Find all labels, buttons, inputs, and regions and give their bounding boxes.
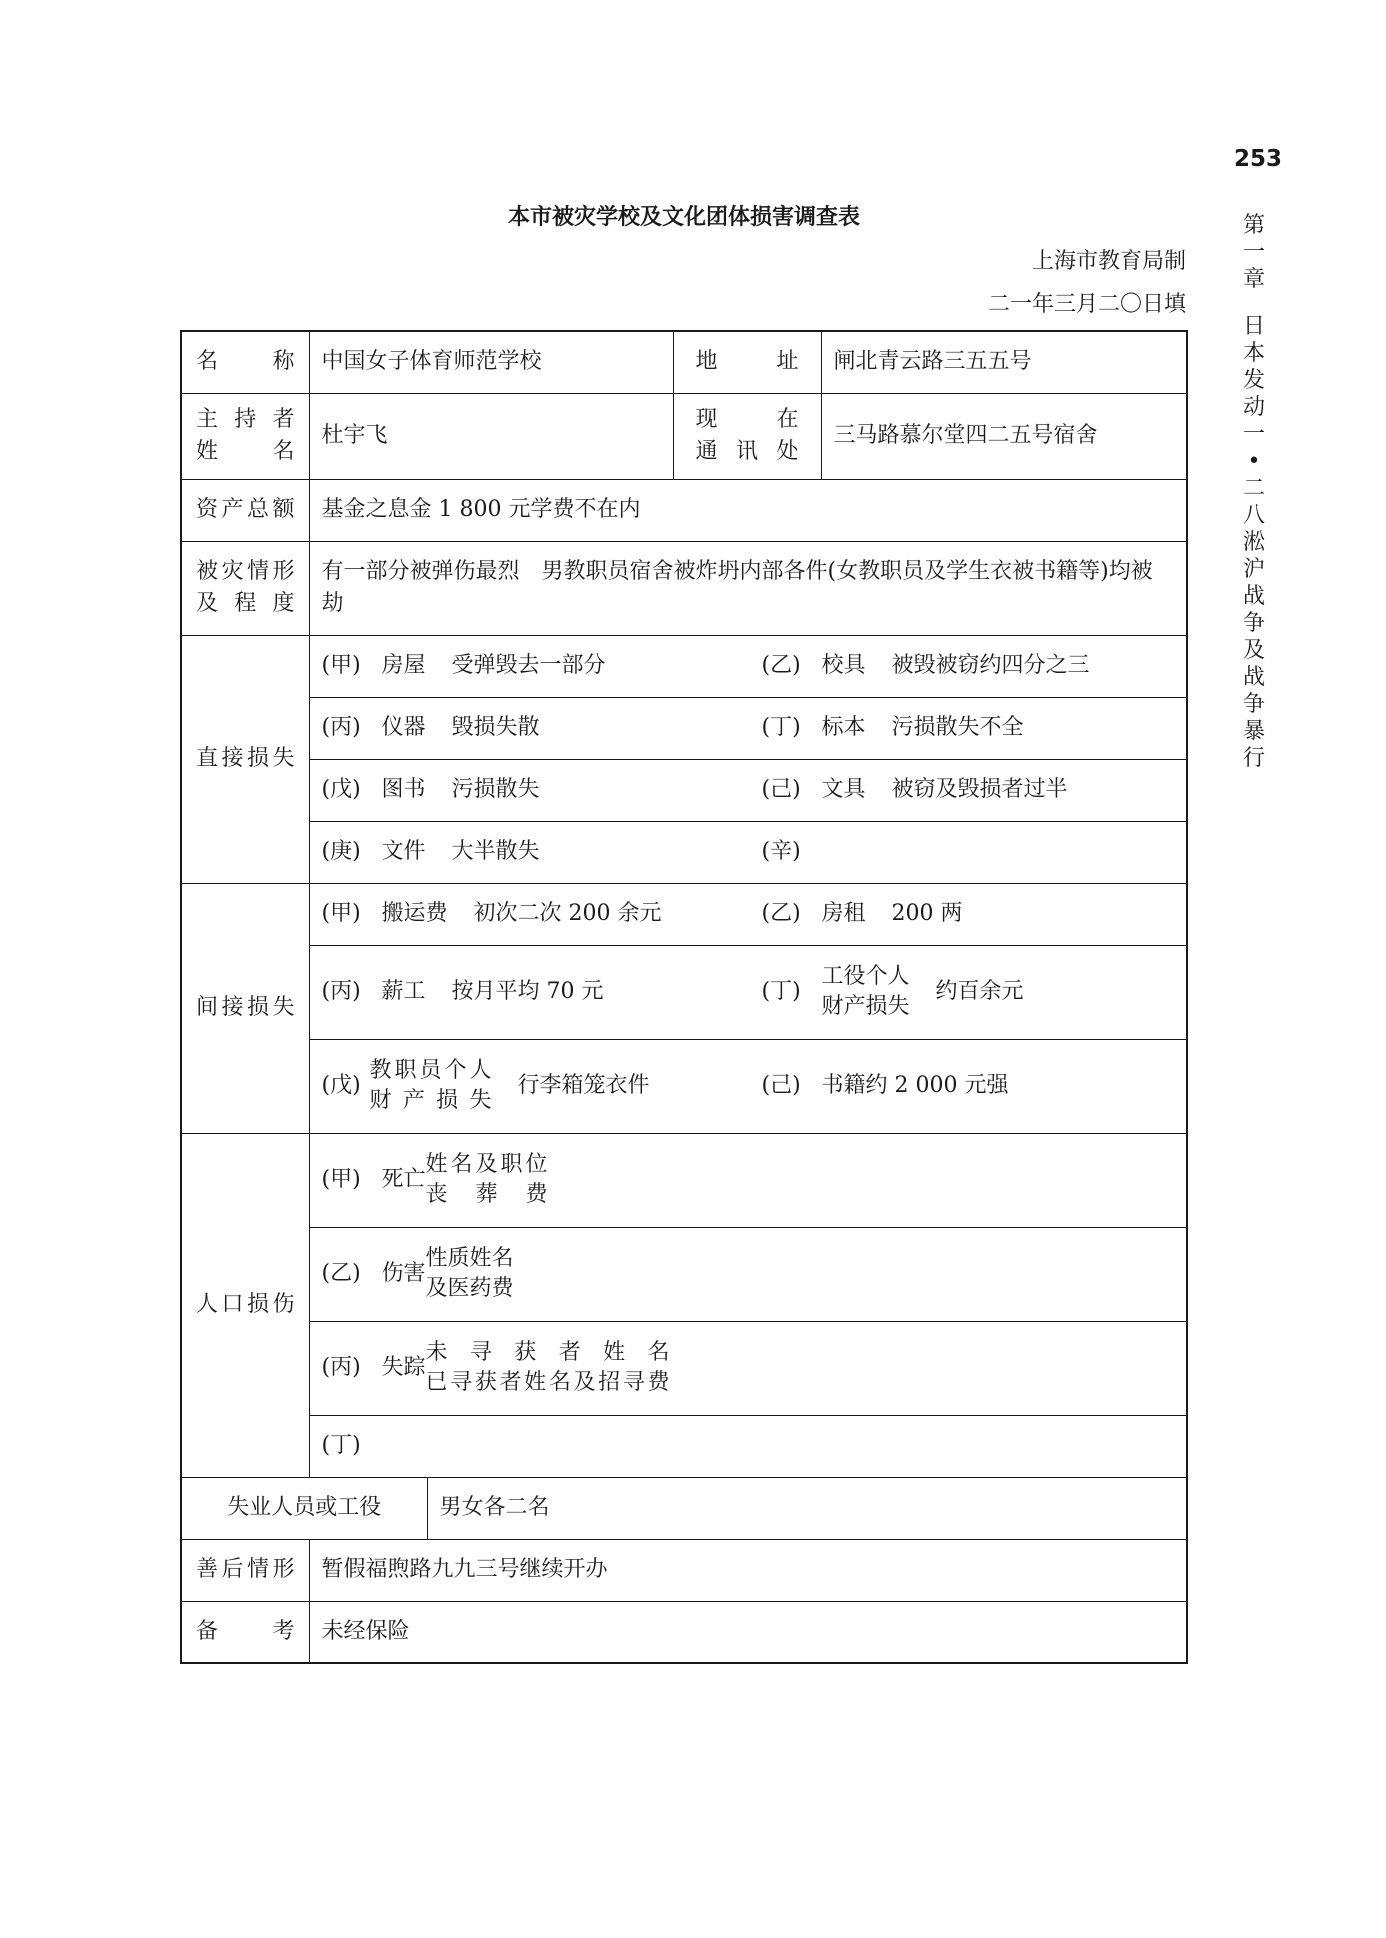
host-value: 杜宇飞 <box>309 393 673 479</box>
item-name: 房屋 <box>381 653 426 678</box>
disaster-value: 有一部分被弹伤最烈 男教职员宿舍被炸坍内部各件(女教职员及学生衣被书籍等)均被劫 <box>309 541 1187 635</box>
indirect-loss-row <box>181 1039 1187 1133</box>
title-char: 八 <box>1242 503 1265 528</box>
contact-label-line: 通讯处 <box>695 439 799 464</box>
aftermath-label: 善后情形 <box>181 1539 309 1601</box>
direct-loss-row <box>181 759 1187 821</box>
disaster-label-line: 被灾情形 <box>196 559 295 584</box>
direct-loss-row <box>181 697 1187 759</box>
indirect-loss-row <box>181 945 1187 1039</box>
issuer: 上海市教育局制 <box>1031 249 1186 274</box>
detail-line: 姓名及职位 <box>425 1152 548 1177</box>
address-value: 闸北青云路三五五号 <box>821 331 1187 393</box>
remarks-value: 未经保险 <box>309 1601 1187 1663</box>
direct-loss-item <box>322 774 762 806</box>
contact-value: 三马路慕尔堂四二五号宿舍 <box>821 393 1187 479</box>
item-value: 被窃及毁损者过半 <box>891 777 1068 802</box>
item-name: 薪工 <box>381 979 426 1004</box>
direct-loss-item <box>762 836 1202 868</box>
chapter-char: 第 <box>1242 213 1265 238</box>
item-name: 文件 <box>381 839 426 864</box>
direct-loss-item <box>762 774 1202 806</box>
page-number: 253 <box>1233 146 1282 172</box>
indirect-loss-item <box>322 898 762 930</box>
indirect-loss-item <box>322 1056 762 1116</box>
item-name-line: 财产损失 <box>821 994 910 1019</box>
row-disaster <box>181 541 1187 635</box>
item-details <box>426 1150 548 1210</box>
remarks-label: 备考 <box>181 1601 309 1663</box>
detail-line: 未寻获者姓名 <box>425 1340 670 1365</box>
detail-line: 及医药费 <box>425 1276 514 1301</box>
item-value: 受弹毁去一部分 <box>451 653 606 678</box>
table-title: 本市被灾学校及文化团体损害调查表 <box>507 205 860 230</box>
unemployed-label: 失业人员或工役 <box>181 1477 427 1539</box>
indirect-loss-item <box>762 1070 1202 1102</box>
title-char: 行 <box>1242 746 1265 771</box>
indirect-loss-row <box>181 883 1187 945</box>
row-aftermath <box>181 1539 1187 1601</box>
item-value: 毁损失散 <box>451 715 540 740</box>
item-value: 大半散失 <box>451 839 540 864</box>
item-mark: (丁) <box>761 715 801 740</box>
item-mark: (乙) <box>761 653 801 678</box>
host-label <box>181 393 309 479</box>
indirect-loss-item <box>762 898 1202 930</box>
casualty-row <box>181 1415 1187 1477</box>
item-name: 搬运费 <box>381 901 448 926</box>
item-mark: (戊) <box>321 1073 361 1098</box>
item-mark: (丙) <box>321 979 361 1004</box>
title-char: 动 <box>1242 395 1265 420</box>
direct-loss-item <box>322 836 762 868</box>
aftermath-value: 暂假福煦路九九三号继续开办 <box>309 1539 1187 1601</box>
item-name: 文具 <box>821 777 866 802</box>
item-name: 标本 <box>821 715 866 740</box>
item-value: 200 两 <box>891 901 963 926</box>
direct-loss-item <box>762 650 1202 682</box>
title-char: 日 <box>1242 314 1265 339</box>
title-char: 争 <box>1242 611 1265 636</box>
row-unemployed <box>181 1477 1187 1539</box>
row-name <box>181 331 1187 393</box>
item-name: 死亡 <box>381 1167 426 1192</box>
direct-loss-row <box>181 821 1187 883</box>
title-char: 淞 <box>1242 530 1265 555</box>
item-name-line: 工役个人 <box>821 964 910 989</box>
item-mark: (丙) <box>321 715 361 740</box>
item-value: 书籍约 2 000 元强 <box>821 1073 1009 1098</box>
item-mark: (丁) <box>321 1433 361 1458</box>
item-mark: (甲) <box>321 653 361 678</box>
indirect-loss-item <box>322 976 762 1008</box>
title-char: 发 <box>1242 368 1265 393</box>
item-mark: (戊) <box>321 777 361 802</box>
item-mark: (庚) <box>321 839 361 864</box>
item-mark: (丁) <box>761 979 801 1004</box>
casualty-row <box>181 1321 1187 1415</box>
item-value: 污损散失 <box>451 777 540 802</box>
direct-loss-label: 直接损失 <box>181 635 309 883</box>
address-label: 地址 <box>673 331 821 393</box>
title-char: 本 <box>1242 341 1265 366</box>
item-value: 约百余元 <box>935 979 1024 1004</box>
item-mark: (乙) <box>321 1261 361 1286</box>
title-char: 沪 <box>1242 557 1265 582</box>
host-label-line: 主持者 <box>196 407 295 432</box>
disaster-label <box>181 541 309 635</box>
title-char: 战 <box>1242 665 1265 690</box>
item-mark: (乙) <box>761 901 801 926</box>
casualty-label: 人口损伤 <box>181 1133 309 1477</box>
item-value: 行李箱笼衣件 <box>517 1073 650 1098</box>
item-value: 被毁被窃约四分之三 <box>891 653 1090 678</box>
direct-loss-row <box>181 635 1187 697</box>
item-details <box>426 1244 548 1304</box>
contact-label <box>673 393 821 479</box>
disaster-label-line: 及程度 <box>196 591 295 616</box>
row-assets <box>181 479 1187 541</box>
date-filled: 二一年三月二〇日填 <box>987 292 1186 317</box>
contact-label-line: 现在 <box>695 407 799 432</box>
item-value: 污损散失不全 <box>891 715 1024 740</box>
chapter-char: 章 <box>1242 267 1265 292</box>
title-char: 暴 <box>1242 719 1265 744</box>
survey-table <box>180 330 1188 1664</box>
item-mark: (甲) <box>321 1167 361 1192</box>
unemployed-value: 男女各二名 <box>427 1477 1187 1539</box>
casualty-row <box>181 1133 1187 1227</box>
title-char: 一 <box>1242 422 1265 447</box>
title-char: 争 <box>1242 692 1265 717</box>
casualty-row <box>181 1227 1187 1321</box>
item-details <box>426 1338 670 1398</box>
running-header <box>1236 212 1272 772</box>
item-name: 失踪 <box>381 1355 426 1380</box>
direct-loss-item <box>322 712 762 744</box>
item-mark: (丙) <box>321 1355 361 1380</box>
indirect-loss-item <box>762 962 1202 1022</box>
item-name <box>370 1056 492 1116</box>
name-value: 中国女子体育师范学校 <box>309 331 673 393</box>
item-name <box>822 962 910 1022</box>
title-char: 及 <box>1242 638 1265 663</box>
title-char: 战 <box>1242 584 1265 609</box>
item-name: 仪器 <box>381 715 426 740</box>
item-name: 房租 <box>821 901 866 926</box>
item-value: 按月平均 70 元 <box>451 979 604 1004</box>
host-label-line: 姓名 <box>196 439 295 464</box>
item-name: 图书 <box>381 777 426 802</box>
item-mark: (甲) <box>321 901 361 926</box>
item-name: 校具 <box>821 653 866 678</box>
assets-label: 资产总额 <box>181 479 309 541</box>
item-name-line: 教职员个人 <box>369 1058 492 1083</box>
direct-loss-item <box>322 650 762 682</box>
indirect-loss-label: 间接损失 <box>181 883 309 1133</box>
direct-loss-item <box>762 712 1202 744</box>
item-name-line: 财产损失 <box>369 1088 492 1113</box>
name-label: 名称 <box>181 331 309 393</box>
assets-value: 基金之息金 1 800 元学费不在内 <box>309 479 1187 541</box>
item-mark: (辛) <box>761 839 801 864</box>
detail-line: 性质姓名 <box>425 1246 514 1271</box>
detail-line: 已寻获者姓名及招寻费 <box>425 1370 670 1395</box>
item-mark: (己) <box>761 1073 801 1098</box>
row-remarks <box>181 1601 1187 1663</box>
chapter-char: 一 <box>1242 240 1265 265</box>
title-char: 二 <box>1242 476 1265 501</box>
item-value: 初次二次 200 余元 <box>473 901 662 926</box>
item-name: 伤害 <box>381 1261 426 1286</box>
title-char: • <box>1247 449 1261 474</box>
detail-line: 丧葬费 <box>425 1182 548 1207</box>
row-host <box>181 393 1187 479</box>
item-mark: (己) <box>761 777 801 802</box>
